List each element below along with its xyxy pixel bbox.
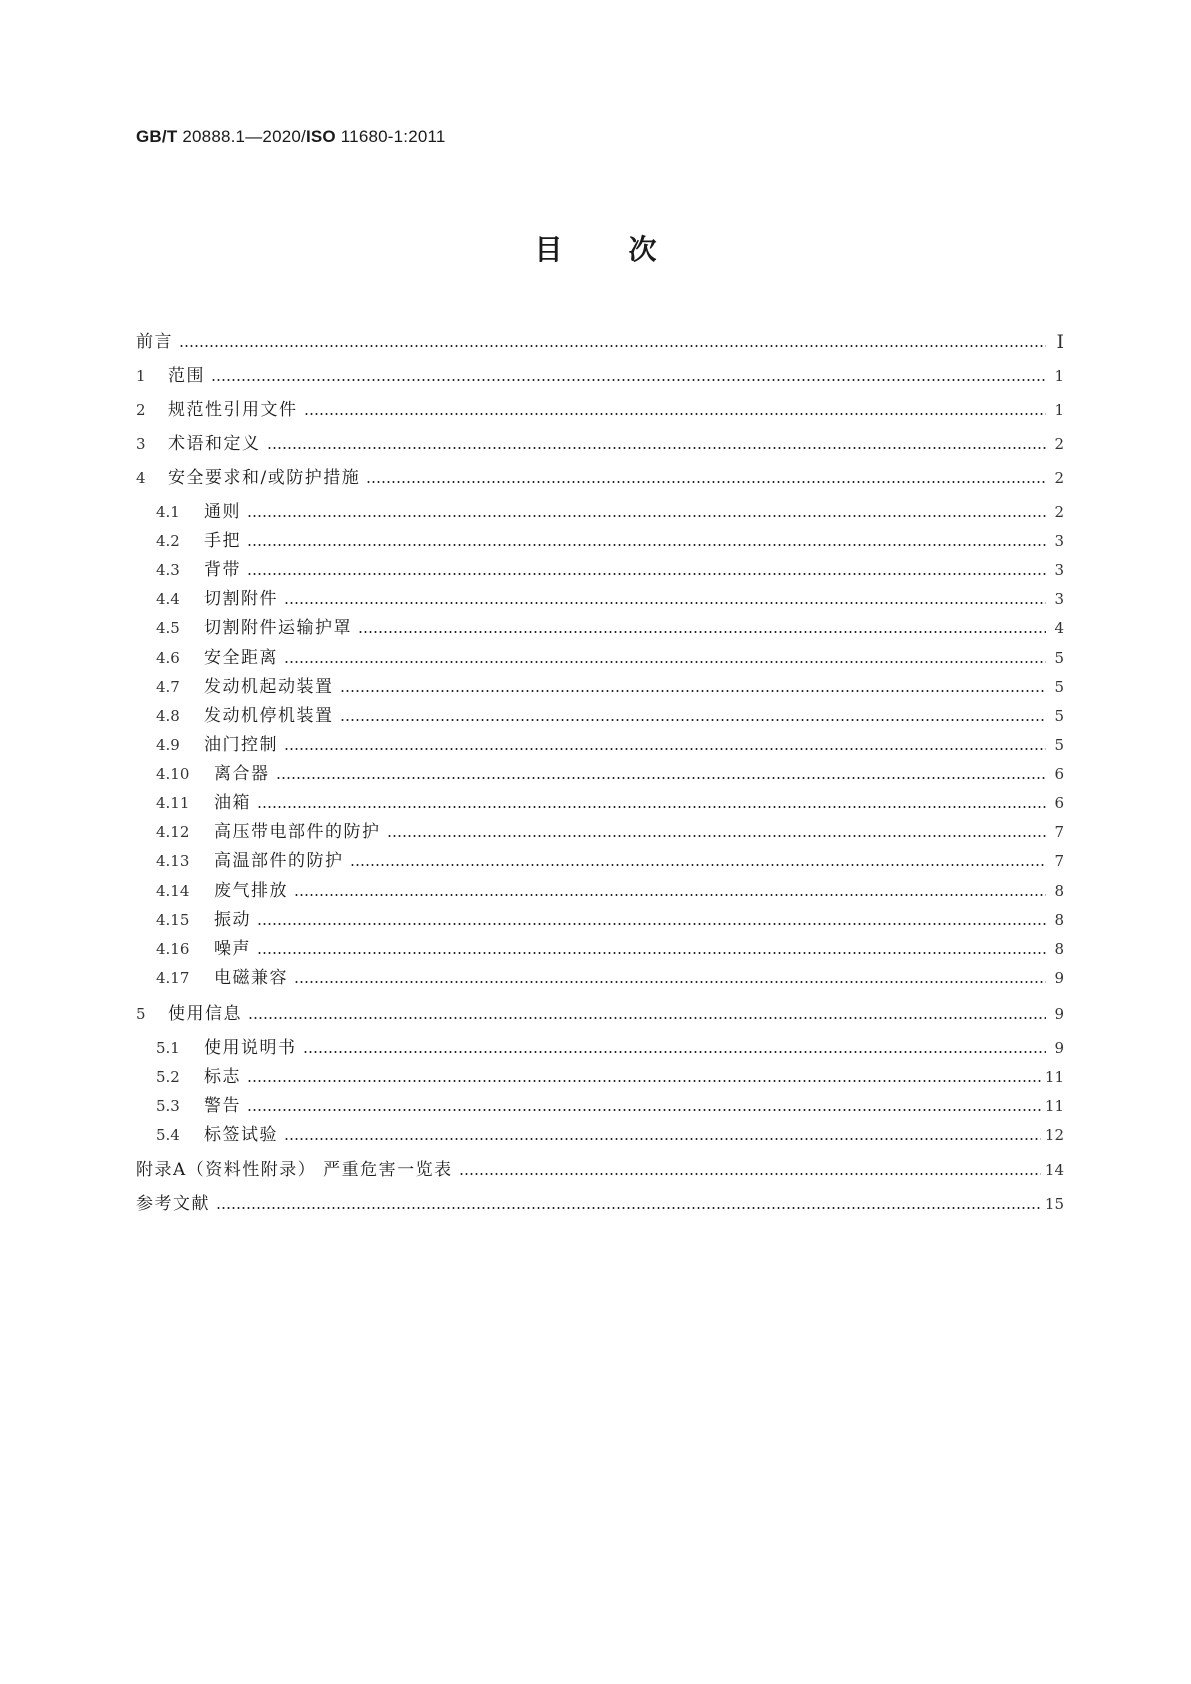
toc-entry-number: 4.5 [156,619,180,637]
toc-entry-label: 规范性引用文件 [168,400,298,420]
dot-leader [267,447,1047,449]
toc-entry-page: 12 [1044,1126,1064,1144]
toc-entry[interactable] [136,498,1064,522]
toc-entry[interactable] [136,585,1064,609]
toc-entry-label: 附录A（资料性附录） 严重危害一览表 [136,1160,453,1180]
dot-leader [276,777,1047,779]
toc-entry-number: 4.12 [156,823,190,841]
toc-entry-label: 术语和定义 [168,434,261,454]
toc-entry-page: 1 [1054,367,1064,385]
toc-entry-page: 5 [1054,649,1064,667]
toc-entry-page: 9 [1054,1039,1064,1057]
toc-entry-page: 5 [1054,707,1064,725]
dot-leader [284,748,1046,750]
toc-entry-number: 4.16 [156,940,190,958]
toc-entry-number: 4.4 [156,590,180,608]
toc-entry-number: 4.8 [156,707,180,725]
toc-entry-label: 油门控制 [204,735,278,755]
dot-leader [350,864,1047,866]
toc-entry[interactable] [136,1063,1064,1087]
toc-entry-page: Ⅰ [1056,331,1064,353]
toc-entry-number: 4.9 [156,736,180,754]
toc-entry[interactable] [136,464,1064,488]
toc-entry-label: 通则 [204,502,241,522]
toc-entry-number: 3 [136,435,146,453]
dot-leader [257,923,1046,925]
toc-entry-number: 4.1 [156,503,180,521]
toc-entry-number: 4 [136,469,146,487]
toc-entry-page: 7 [1054,852,1064,870]
toc-entry-number: 5 [136,1005,146,1023]
toc-entry-page: 1 [1054,401,1064,419]
toc-entry[interactable] [136,644,1064,668]
dot-leader [294,894,1046,896]
toc-entry-label: 标志 [204,1067,241,1087]
dot-leader [247,1109,1041,1111]
toc-entry[interactable] [136,1034,1064,1058]
standard-prefix: GB/T [136,127,178,146]
toc-entry-number: 2 [136,401,146,419]
dot-leader [211,379,1046,381]
toc-entry-page: 2 [1054,503,1064,521]
toc-entry[interactable] [136,556,1064,580]
toc-entry[interactable] [136,673,1064,697]
toc-entry[interactable] [136,1156,1064,1180]
toc-entry-label: 使用信息 [168,1004,242,1024]
toc-entry[interactable] [136,935,1064,959]
toc-entry-page: 6 [1054,794,1064,812]
toc-entry-page: 5 [1054,678,1064,696]
dot-leader [387,835,1047,837]
toc-entry-page: 3 [1054,532,1064,550]
dot-leader [247,1080,1041,1082]
toc-entry-page: 2 [1054,469,1064,487]
toc-entry-page: 9 [1054,969,1064,987]
toc-entry-number: 4.17 [156,969,190,987]
toc-entry[interactable] [136,527,1064,551]
toc-entry-number: 4.7 [156,678,180,696]
toc-entry[interactable] [136,760,1064,784]
toc-entry-page: 14 [1044,1161,1064,1179]
dot-leader [257,952,1046,954]
toc-entry[interactable] [136,847,1064,871]
toc-entry-number: 4.15 [156,911,190,929]
toc-entry-label: 前言 [136,332,173,352]
toc-entry-page: 3 [1054,561,1064,579]
toc-entry-page: 6 [1054,765,1064,783]
dot-leader [257,806,1046,808]
toc-entry-label: 背带 [204,560,241,580]
standard-number: 20888.1—2020/ [182,127,306,146]
toc-entry-number: 4.14 [156,882,190,900]
dot-leader [248,1017,1046,1019]
toc-entry-page: 2 [1054,435,1064,453]
toc-entry-number: 5.3 [156,1097,180,1115]
toc-entry-label: 标签试验 [204,1125,278,1145]
toc-entry[interactable] [136,1121,1064,1145]
iso-prefix: ISO [305,127,336,146]
iso-number: 11680-1:2011 [340,127,446,146]
toc-entry-number: 4.3 [156,561,180,579]
dot-leader [247,573,1046,575]
toc-entry-label: 油箱 [214,793,251,813]
toc-entry[interactable] [136,1092,1064,1116]
toc-entry[interactable] [136,877,1064,901]
dot-leader [284,1138,1041,1140]
toc-entry-number: 4.13 [156,852,190,870]
toc-entry-label: 安全要求和/或防护措施 [168,468,361,488]
toc-entry[interactable] [136,396,1064,420]
toc-entry-label: 切割附件 [204,589,278,609]
toc-entry-label: 警告 [204,1096,241,1116]
toc-entry-label: 废气排放 [214,881,288,901]
toc-entry-page: 5 [1054,736,1064,754]
toc-entry-number: 1 [136,367,146,385]
toc-entry-page: 11 [1044,1097,1064,1115]
toc-entry-number: 4.2 [156,532,180,550]
toc-entry-label: 手把 [204,531,241,551]
toc-entry[interactable] [136,789,1064,813]
toc-entry[interactable] [136,818,1064,842]
dot-leader [304,413,1047,415]
page-title: 目次 [534,233,723,266]
dot-leader [358,631,1046,633]
toc-entry-number: 5.1 [156,1039,180,1057]
toc-entry-page: 11 [1044,1068,1064,1086]
toc-entry-label: 切割附件运输护罩 [204,618,352,638]
toc-entry-page: 15 [1044,1195,1064,1213]
toc-entry-page: 8 [1054,940,1064,958]
toc-entry-number: 4.10 [156,765,190,783]
toc-entry[interactable] [136,906,1064,930]
toc-entry-label: 安全距离 [204,648,278,668]
dot-leader [247,544,1046,546]
toc-entry-label: 噪声 [214,939,251,959]
toc-entry-number: 5.4 [156,1126,180,1144]
dot-leader [216,1207,1041,1209]
toc-entry-page: 9 [1054,1005,1064,1023]
toc-entry-page: 4 [1054,619,1064,637]
toc-entry-label: 参考文献 [136,1194,210,1214]
toc-entry[interactable] [136,362,1064,386]
toc-entry-label: 范围 [168,366,205,386]
toc-entry-label: 离合器 [214,764,270,784]
dot-leader [179,345,1046,347]
toc-entry-page: 8 [1054,882,1064,900]
toc-entry-label: 高温部件的防护 [214,851,344,871]
toc-entry-label: 高压带电部件的防护 [214,822,381,842]
toc-entry-page: 3 [1054,590,1064,608]
toc-entry[interactable] [136,430,1064,454]
toc-entry[interactable] [136,614,1064,638]
dot-leader [340,690,1047,692]
dot-leader [459,1173,1041,1175]
standard-number-header [136,127,446,147]
dot-leader [247,515,1046,517]
toc-entry-number: 5.2 [156,1068,180,1086]
toc-entry-number: 4.11 [156,794,190,812]
toc-entry[interactable] [136,1190,1064,1214]
dot-leader [303,1051,1047,1053]
dot-leader [340,719,1047,721]
toc-entry[interactable] [136,1000,1064,1024]
dot-leader [294,981,1046,983]
toc-entry-page: 8 [1054,911,1064,929]
toc-entry[interactable] [136,702,1064,726]
toc-entry-label: 电磁兼容 [214,968,288,988]
toc-entry[interactable] [136,328,1064,352]
toc-entry-label: 发动机起动装置 [204,677,334,697]
toc-entry-number: 4.6 [156,649,180,667]
toc-entry-label: 发动机停机装置 [204,706,334,726]
toc-entry[interactable] [136,964,1064,988]
dot-leader [284,661,1046,663]
toc-entry-page: 7 [1054,823,1064,841]
toc-entry-label: 振动 [214,910,251,930]
toc-entry[interactable] [136,731,1064,755]
dot-leader [284,602,1046,604]
dot-leader [366,481,1046,483]
toc-entry-label: 使用说明书 [204,1038,297,1058]
